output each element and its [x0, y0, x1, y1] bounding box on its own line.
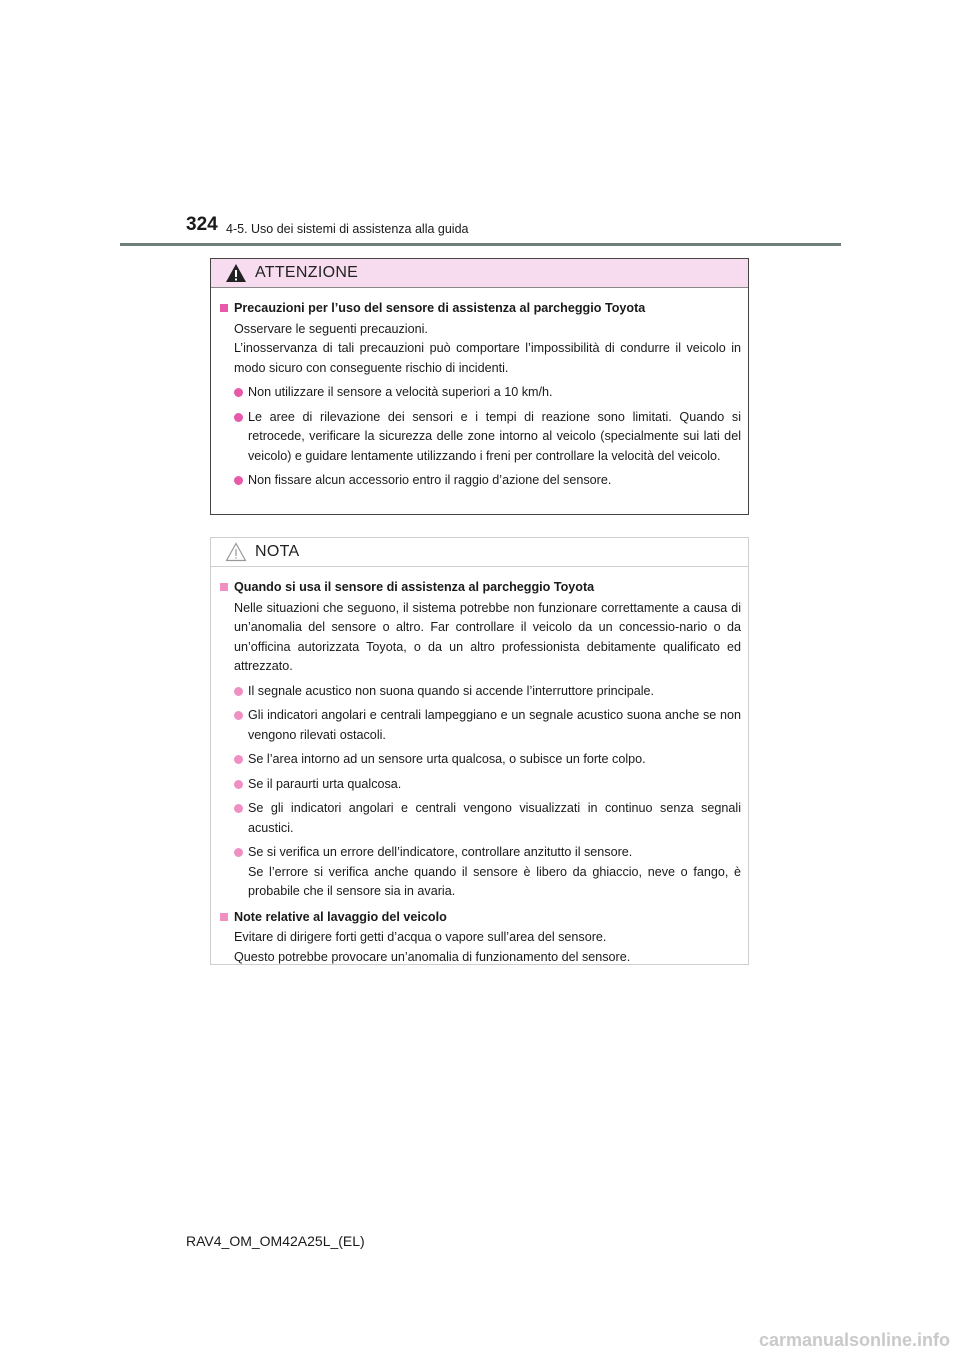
warning-intro-1: Osservare le seguenti precauzioni.: [234, 321, 428, 336]
list-item: [219, 799, 741, 838]
circle-bullet-icon: [234, 687, 243, 696]
notice-heading-1: [219, 578, 741, 598]
list-item-text: Le aree di rilevazione dei sensori e i tempi di reazione sono limitati. Quando si retrocede, verificare la sicurezza delle zone intorno al veicolo (specialmente sui lati del veicolo) e guidare lentamente utilizzando i freni per controllare la velocità del veicolo.: [248, 409, 741, 463]
warning-intro-2: L’inosservanza di tali precauzioni può comportare l’impossibilità di condurre il veicolo in modo sicuro con conseguente rischio di incidenti.: [234, 341, 741, 375]
list-item-line: Se l’errore si verifica anche quando il sensore è libero da ghiaccio, neve o fango, è probabile che il sensore sia in avaria.: [248, 864, 741, 898]
circle-bullet-icon: [234, 848, 243, 857]
circle-bullet-icon: [234, 476, 243, 485]
notice-heading-2: [219, 908, 741, 928]
section-title: 4-5. Uso dei sistemi di assistenza alla guida: [226, 222, 469, 236]
list-item-text: Se l’area intorno ad un sensore urta qualcosa, o subisce un forte colpo.: [248, 752, 646, 766]
watermark: carmanualsonline.info: [758, 1330, 950, 1350]
warning-box-header: [211, 259, 748, 288]
notice-box-header: [211, 538, 748, 567]
notice-heading-text: Quando si usa il sensore di assistenza al parcheggio Toyota: [234, 580, 595, 594]
notice-intro: Nelle situazioni che seguono, il sistema potrebbe non funzionare correttamente a causa di un’anomalia del sensore o altro. Far controllare il veicolo da un concessio-nario o da un’officina autorizzata Toyota, o da un altro professionista debitamente qualificato ed attrezzato.: [234, 600, 741, 673]
circle-bullet-icon: [234, 388, 243, 397]
warning-heading-text: Precauzioni per l’uso del sensore di assistenza al parcheggio Toyota: [234, 301, 646, 315]
square-bullet-icon: [220, 583, 228, 591]
square-bullet-icon: [220, 913, 228, 921]
list-item: [219, 682, 741, 702]
list-item: [219, 843, 741, 902]
header-rule: [120, 243, 841, 246]
circle-bullet-icon: [234, 755, 243, 764]
list-item: [219, 383, 741, 403]
page-number: 324: [186, 214, 218, 235]
warning-triangle-icon: [225, 263, 247, 283]
circle-bullet-icon: [234, 804, 243, 813]
notice-box: [210, 537, 749, 965]
list-item-text: Il segnale acustico non suona quando si accende l’interruttore principale.: [248, 683, 655, 698]
square-bullet-icon: [220, 304, 228, 312]
list-item: [219, 706, 741, 745]
list-item-text: Se il paraurti urta qualcosa.: [248, 776, 402, 791]
circle-bullet-icon: [234, 413, 243, 422]
wash-line-2: Questo potrebbe provocare un’anomalia di funzionamento del sensore.: [234, 949, 631, 964]
notice-box-body: [211, 567, 748, 967]
list-item-text: [248, 843, 741, 902]
list-item: [219, 775, 741, 795]
warning-box: [210, 258, 749, 515]
notice-box-title: NOTA: [255, 543, 300, 560]
notice-triangle-icon: [225, 542, 247, 562]
warning-box-body: [211, 288, 748, 491]
wash-line-1: Evitare di dirigere forti getti d’acqua o vapore sull’area del sensore.: [234, 930, 607, 944]
document-code: RAV4_OM_OM42A25L_(EL): [186, 1233, 365, 1249]
warning-heading: [219, 299, 741, 319]
list-item: [219, 471, 741, 491]
notice-heading-text: Note relative al lavaggio del veicolo: [234, 909, 447, 924]
circle-bullet-icon: [234, 711, 243, 720]
list-item-text: Se gli indicatori angolari e centrali vengono visualizzati in continuo senza segnali acustici.: [248, 801, 741, 835]
list-item-text: Gli indicatori angolari e centrali lampeggiano e un segnale acustico suona anche se non vengono rilevati ostacoli.: [248, 708, 741, 742]
list-item-text: Non fissare alcun accessorio entro il raggio d’azione del sensore.: [248, 473, 612, 487]
list-item-line: Se si verifica un errore dell’indicatore, controllare anzitutto il sensore.: [248, 845, 633, 859]
circle-bullet-icon: [234, 780, 243, 789]
list-item: [219, 750, 741, 770]
list-item: [219, 408, 741, 467]
list-item-text: Non utilizzare il sensore a velocità superiori a 10 km/h.: [248, 385, 553, 399]
warning-box-title: ATTENZIONE: [255, 264, 359, 281]
